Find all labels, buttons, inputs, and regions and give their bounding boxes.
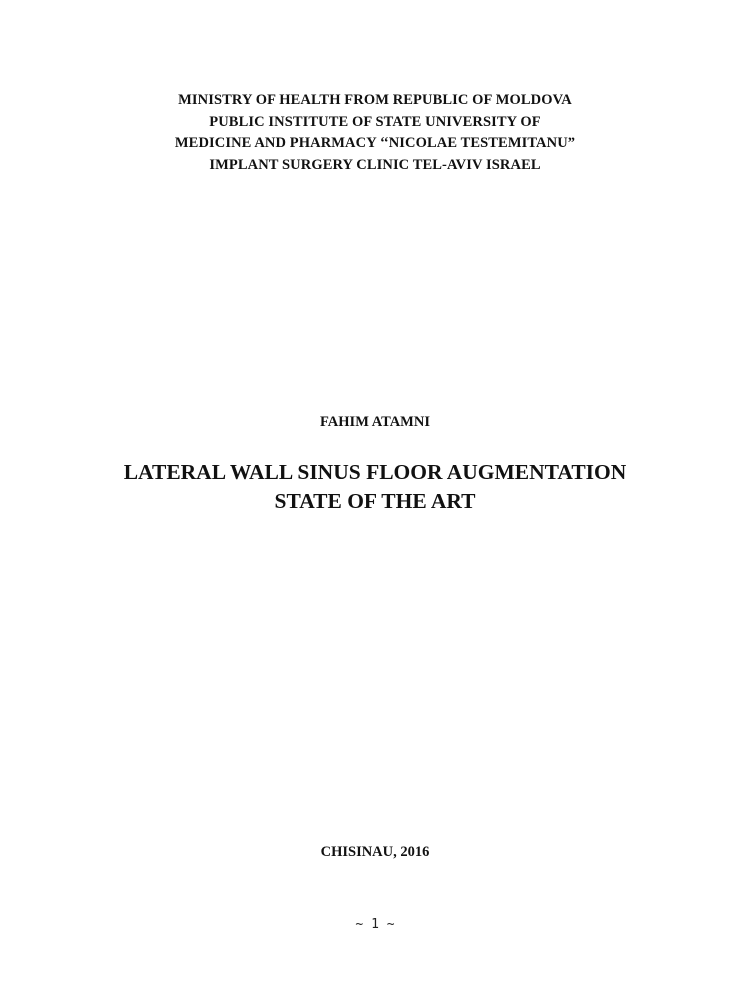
place-and-year: CHISINAU, 2016 xyxy=(320,844,430,860)
title-line-1: LATERAL WALL SINUS FLOOR AUGMENTATION xyxy=(123,460,627,484)
header-line-ministry: MINISTRY OF HEALTH FROM REPUBLIC OF MOLDOVA xyxy=(178,92,572,108)
header-line-clinic: IMPLANT SURGERY CLINIC TEL-AVIV ISRAEL xyxy=(209,156,541,173)
title-line-2: STATE OF THE ART xyxy=(274,489,476,513)
document-title xyxy=(0,458,750,516)
author-name: FAHIM ATAMNI xyxy=(320,414,430,430)
header-line-university: MEDICINE AND PHARMACY ‘‘NICOLAE TESTEMITANU” xyxy=(174,135,576,151)
page-number: ~ 1 ~ xyxy=(355,917,395,932)
header-line-institute: PUBLIC INSTITUTE OF STATE UNIVERSITY OF xyxy=(209,113,541,130)
institution-header xyxy=(0,90,750,176)
